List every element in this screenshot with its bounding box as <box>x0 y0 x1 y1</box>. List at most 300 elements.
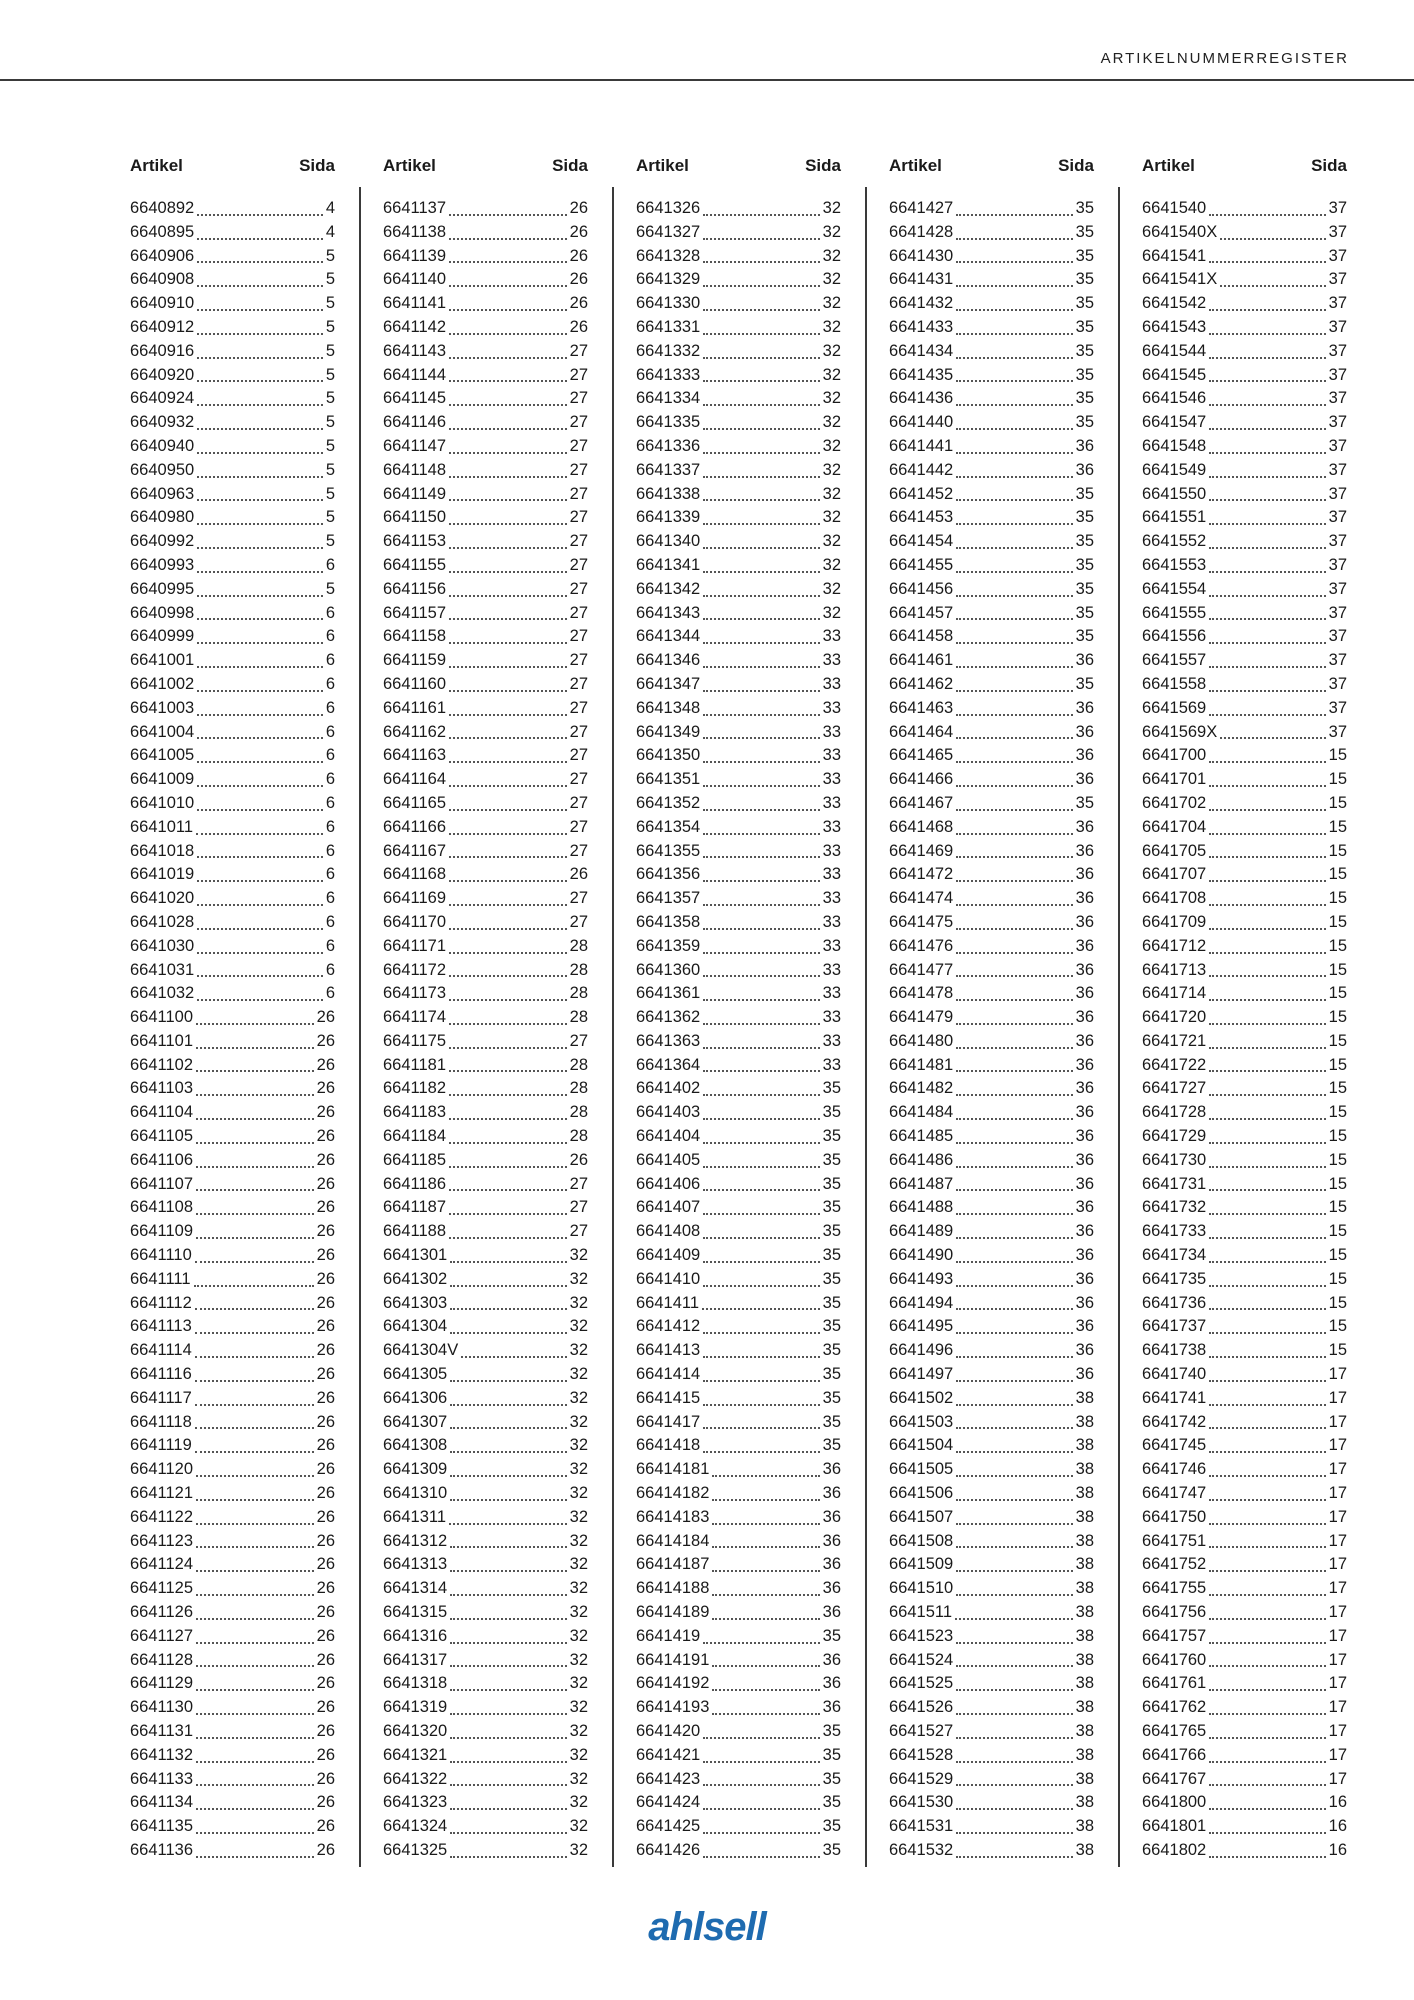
page-number: 27 <box>569 1174 588 1193</box>
index-row <box>1142 268 1347 292</box>
index-row <box>383 768 588 792</box>
index-row <box>130 1839 335 1863</box>
index-row <box>383 1244 588 1268</box>
dot-leader <box>956 1404 1072 1406</box>
dot-leader <box>449 1094 567 1096</box>
page-number: 26 <box>316 1103 335 1122</box>
page-number: 5 <box>325 270 335 289</box>
index-row <box>1142 530 1347 554</box>
sida-header: Sida <box>299 156 335 175</box>
dot-leader <box>1209 1665 1325 1667</box>
article-number: 6641341 <box>636 555 701 574</box>
index-row <box>1142 935 1347 959</box>
article-number: 6641104 <box>130 1103 194 1122</box>
page-number: 32 <box>569 1769 588 1788</box>
dot-leader <box>196 1546 314 1548</box>
page-number: 27 <box>569 532 588 551</box>
article-number: 6641319 <box>383 1698 448 1717</box>
dot-leader <box>197 476 323 478</box>
article-number: 6641427 <box>889 199 954 217</box>
dot-leader <box>703 952 819 954</box>
dot-leader <box>703 261 819 263</box>
page-number: 15 <box>1328 960 1347 979</box>
article-number: 6641112 <box>130 1293 192 1312</box>
index-row <box>889 316 1094 340</box>
index-row <box>1142 1744 1347 1768</box>
page-number: 36 <box>822 1579 841 1598</box>
index-row <box>130 1125 335 1149</box>
article-number: 6641360 <box>636 960 701 979</box>
dot-leader <box>197 904 323 906</box>
dot-leader <box>196 1761 314 1763</box>
index-row <box>889 1482 1094 1506</box>
article-number: 6641161 <box>383 698 447 717</box>
article-number: 6641004 <box>130 722 195 741</box>
index-row <box>130 1553 335 1577</box>
index-row <box>383 340 588 364</box>
page-number: 36 <box>1075 1055 1094 1074</box>
index-row <box>1142 744 1347 768</box>
dot-leader <box>1209 1737 1325 1739</box>
index-row <box>383 1220 588 1244</box>
dot-leader <box>1209 1594 1325 1596</box>
index-row <box>636 1577 841 1601</box>
index-row <box>636 1744 841 1768</box>
index-row <box>130 459 335 483</box>
index-row <box>636 935 841 959</box>
dot-leader <box>196 1047 314 1049</box>
dot-leader <box>195 1356 314 1358</box>
page-number: 26 <box>316 1127 335 1146</box>
page-number: 27 <box>569 603 588 622</box>
article-number: 6641495 <box>889 1317 954 1336</box>
dot-leader <box>703 333 819 335</box>
article-number: 6641160 <box>383 674 447 693</box>
index-row <box>889 1101 1094 1125</box>
index-row <box>636 316 841 340</box>
page-number: 15 <box>1328 936 1347 955</box>
dot-leader <box>1209 785 1325 787</box>
dot-leader <box>449 1237 567 1239</box>
dot-leader <box>197 928 323 930</box>
index-row <box>889 1506 1094 1530</box>
article-number: 6641452 <box>889 484 954 503</box>
article-number: 6641323 <box>383 1793 448 1812</box>
index-column-3 <box>636 155 841 1863</box>
article-number: 6641162 <box>383 722 447 741</box>
page-number: 35 <box>822 1412 841 1431</box>
page-number: 38 <box>1075 1722 1094 1740</box>
index-row <box>1142 1054 1347 1078</box>
index-row <box>130 1173 335 1197</box>
dot-leader <box>449 880 567 882</box>
index-row <box>1142 1125 1347 1149</box>
dot-leader <box>703 499 819 501</box>
index-row <box>383 1482 588 1506</box>
page-number: 15 <box>1328 1031 1347 1050</box>
page-number: 26 <box>316 1769 335 1788</box>
page-number: 36 <box>1075 936 1094 955</box>
page-number: 15 <box>1328 912 1347 931</box>
index-row <box>1142 459 1347 483</box>
page-number: 26 <box>316 1293 335 1312</box>
dot-leader <box>703 666 819 668</box>
dot-leader <box>956 1094 1072 1096</box>
page-number: 38 <box>1075 1698 1094 1717</box>
dot-leader <box>956 1142 1072 1144</box>
index-row <box>889 1387 1094 1411</box>
index-row <box>636 1411 841 1435</box>
article-number: 6641410 <box>636 1269 701 1288</box>
page-number: 27 <box>569 365 588 384</box>
page-number: 26 <box>316 1079 335 1098</box>
article-number: 6641465 <box>889 746 954 765</box>
index-row <box>383 197 588 221</box>
article-number: 6641551 <box>1142 508 1207 527</box>
page-number: 26 <box>316 1412 335 1431</box>
dot-leader <box>703 380 819 382</box>
page-number: 27 <box>569 889 588 908</box>
dot-leader <box>703 1832 819 1834</box>
article-number: 6641502 <box>889 1388 954 1407</box>
row-list <box>636 197 841 1863</box>
index-row <box>636 721 841 745</box>
page-number: 36 <box>1075 1079 1094 1098</box>
dot-leader <box>712 1499 819 1501</box>
index-row <box>889 221 1094 245</box>
article-number: 66414191 <box>636 1650 710 1669</box>
dot-leader <box>703 476 819 478</box>
dot-leader <box>1209 618 1325 620</box>
index-row <box>636 1173 841 1197</box>
article-number: 6641489 <box>889 1222 954 1241</box>
article-number: 6641310 <box>383 1484 448 1503</box>
page-number: 6 <box>325 770 335 789</box>
page-number: 36 <box>1075 1031 1094 1050</box>
index-row <box>1142 1839 1347 1863</box>
dot-leader <box>712 1570 819 1572</box>
dot-leader <box>197 690 323 692</box>
dot-leader <box>956 452 1072 454</box>
article-number: 6641337 <box>636 460 701 479</box>
article-number: 6641139 <box>383 246 447 265</box>
article-number: 6641159 <box>383 651 447 670</box>
index-row <box>383 1030 588 1054</box>
index-row <box>636 602 841 626</box>
index-row <box>383 245 588 269</box>
dot-leader <box>956 1689 1072 1691</box>
dot-leader <box>450 1332 566 1334</box>
article-number: 6641415 <box>636 1388 701 1407</box>
index-row <box>383 435 588 459</box>
index-row <box>889 1791 1094 1815</box>
dot-leader <box>1209 1332 1325 1334</box>
article-number: 6641733 <box>1142 1222 1207 1241</box>
page-number: 37 <box>1328 484 1347 503</box>
index-row <box>130 863 335 887</box>
page-number: 17 <box>1328 1603 1347 1622</box>
article-number: 6641133 <box>130 1769 194 1788</box>
article-number: 66414193 <box>636 1698 710 1717</box>
column-header <box>636 155 841 177</box>
index-row <box>130 959 335 983</box>
article-number: 6641420 <box>636 1722 701 1740</box>
article-number: 6641324 <box>383 1817 448 1836</box>
page-number: 27 <box>569 770 588 789</box>
index-row <box>636 459 841 483</box>
index-row <box>889 744 1094 768</box>
article-number: 6641523 <box>889 1626 954 1645</box>
dot-leader <box>703 785 819 787</box>
artikel-header: Artikel <box>383 156 436 175</box>
page-number: 15 <box>1328 1079 1347 1098</box>
page-number: 32 <box>569 1388 588 1407</box>
page-number: 27 <box>569 674 588 693</box>
index-row <box>636 1839 841 1863</box>
index-row <box>383 697 588 721</box>
page-number: 36 <box>1075 651 1094 670</box>
page-number: 32 <box>569 1579 588 1598</box>
page-number: 26 <box>316 1484 335 1503</box>
article-number: 6641028 <box>130 912 195 931</box>
dot-leader <box>195 1261 314 1263</box>
dot-leader <box>1209 523 1325 525</box>
page-number: 15 <box>1328 1269 1347 1288</box>
index-row <box>130 245 335 269</box>
page-number: 38 <box>1075 1745 1094 1764</box>
index-row <box>889 1363 1094 1387</box>
index-row <box>1142 959 1347 983</box>
dot-leader <box>1209 1499 1325 1501</box>
article-number: 6641135 <box>130 1817 194 1836</box>
index-row <box>889 554 1094 578</box>
index-row <box>130 340 335 364</box>
index-row <box>130 1387 335 1411</box>
index-row <box>130 1411 335 1435</box>
article-number: 6641546 <box>1142 389 1207 408</box>
article-number: 6641767 <box>1142 1769 1207 1788</box>
dot-leader <box>450 1499 566 1501</box>
page-number: 26 <box>316 1555 335 1574</box>
dot-leader <box>449 904 567 906</box>
article-number: 6641506 <box>889 1484 954 1503</box>
dot-leader <box>703 285 819 287</box>
index-row <box>889 1292 1094 1316</box>
article-number: 6641569X <box>1142 722 1218 741</box>
index-row <box>889 697 1094 721</box>
page-number: 5 <box>325 246 335 265</box>
page-number: 17 <box>1328 1531 1347 1550</box>
index-row <box>130 721 335 745</box>
dot-leader <box>703 761 819 763</box>
dot-leader <box>956 1808 1072 1810</box>
page-number: 38 <box>1075 1555 1094 1574</box>
dot-leader <box>1209 1808 1325 1810</box>
dot-leader <box>449 1213 567 1215</box>
article-number: 6641487 <box>889 1174 954 1193</box>
dot-leader <box>956 1594 1072 1596</box>
page-number: 17 <box>1328 1507 1347 1526</box>
dot-leader <box>196 1832 314 1834</box>
dot-leader <box>703 523 819 525</box>
article-number: 6641338 <box>636 484 701 503</box>
article-number: 6641441 <box>889 436 954 455</box>
article-number: 6641757 <box>1142 1626 1207 1645</box>
page-number: 17 <box>1328 1460 1347 1479</box>
dot-leader <box>703 214 819 216</box>
page-number: 36 <box>1075 460 1094 479</box>
article-number: 6641507 <box>889 1507 954 1526</box>
index-row <box>383 1506 588 1530</box>
page-number: 35 <box>822 1079 841 1098</box>
article-number: 6641344 <box>636 627 701 646</box>
dot-leader <box>712 1475 819 1477</box>
article-number: 6641404 <box>636 1127 701 1146</box>
article-number: 6641156 <box>383 579 447 598</box>
dot-leader <box>449 428 567 430</box>
article-number: 6641153 <box>383 532 447 551</box>
article-number: 6640912 <box>130 317 195 336</box>
index-row <box>1142 1173 1347 1197</box>
index-row <box>889 1434 1094 1458</box>
dot-leader <box>703 714 819 716</box>
page-number: 32 <box>822 270 841 289</box>
dot-leader <box>956 1356 1072 1358</box>
dot-leader <box>956 1570 1072 1572</box>
page-number: 33 <box>822 793 841 812</box>
article-number: 6641146 <box>383 413 447 432</box>
index-row <box>889 1649 1094 1673</box>
index-row <box>636 1220 841 1244</box>
dot-leader <box>712 1618 819 1620</box>
page-number: 26 <box>316 1650 335 1669</box>
article-number: 6641328 <box>636 246 701 265</box>
index-row <box>383 1315 588 1339</box>
dot-leader <box>450 1475 566 1477</box>
page-number: 27 <box>569 460 588 479</box>
dot-leader <box>197 737 323 739</box>
page-number: 15 <box>1328 841 1347 860</box>
index-row <box>383 1553 588 1577</box>
page-number: 28 <box>569 1127 588 1146</box>
article-number: 6641122 <box>130 1507 194 1526</box>
index-row <box>130 1530 335 1554</box>
dot-leader <box>956 999 1072 1001</box>
page-number: 36 <box>822 1698 841 1717</box>
dot-leader <box>956 1070 1072 1072</box>
article-number: 6641356 <box>636 865 701 884</box>
dot-leader <box>1209 1166 1325 1168</box>
article-number: 6641708 <box>1142 889 1207 908</box>
page-number: 36 <box>1075 436 1094 455</box>
index-row <box>889 840 1094 864</box>
dot-leader <box>1209 1642 1325 1644</box>
article-number: 6641003 <box>130 698 195 717</box>
dot-leader <box>449 309 567 311</box>
index-row <box>383 387 588 411</box>
article-number: 6641462 <box>889 674 954 693</box>
page-number: 26 <box>316 1174 335 1193</box>
page-number: 36 <box>1075 770 1094 789</box>
index-row <box>130 1077 335 1101</box>
article-number: 6641497 <box>889 1365 954 1384</box>
index-row <box>889 959 1094 983</box>
sida-header: Sida <box>1311 156 1347 175</box>
dot-leader <box>194 1285 314 1287</box>
dot-leader <box>1209 1761 1325 1763</box>
article-number: 6641168 <box>383 865 447 884</box>
article-number: 6641434 <box>889 341 954 360</box>
index-row <box>383 1363 588 1387</box>
dot-leader <box>197 761 323 763</box>
page-number: 35 <box>822 1317 841 1336</box>
page-number: 26 <box>316 1008 335 1027</box>
page-number: 26 <box>316 1341 335 1360</box>
dot-leader <box>449 785 567 787</box>
page-number: 15 <box>1328 1008 1347 1027</box>
page-number: 32 <box>822 532 841 551</box>
page-number: 26 <box>316 1745 335 1764</box>
index-row <box>130 911 335 935</box>
article-number: 6640980 <box>130 508 195 527</box>
page-number: 36 <box>1075 841 1094 860</box>
index-row <box>383 1768 588 1792</box>
article-number: 6641181 <box>383 1055 447 1074</box>
page-number: 26 <box>316 1698 335 1717</box>
page-number: 26 <box>316 1317 335 1336</box>
article-number: 6641129 <box>130 1674 194 1693</box>
index-row <box>130 697 335 721</box>
dot-leader <box>956 333 1072 335</box>
article-number: 6640995 <box>130 579 195 598</box>
index-row <box>636 387 841 411</box>
index-column-4 <box>889 155 1094 1863</box>
dot-leader <box>449 476 567 478</box>
article-number: 6641302 <box>383 1269 448 1288</box>
page-number: 26 <box>316 1365 335 1384</box>
page-number: 36 <box>1075 1008 1094 1027</box>
dot-leader <box>449 1166 567 1168</box>
page-number: 37 <box>1328 270 1347 289</box>
dot-leader <box>703 1118 819 1120</box>
index-row <box>889 292 1094 316</box>
article-number: 6641752 <box>1142 1555 1207 1574</box>
page-number: 33 <box>822 865 841 884</box>
dot-leader <box>450 1594 566 1596</box>
page-number: 37 <box>1328 555 1347 574</box>
page-number: 36 <box>822 1460 841 1479</box>
index-row <box>889 792 1094 816</box>
index-row <box>1142 197 1347 221</box>
article-number: 6641554 <box>1142 579 1207 598</box>
index-row <box>889 340 1094 364</box>
index-row <box>636 506 841 530</box>
article-number: 6641762 <box>1142 1698 1207 1717</box>
page-number: 32 <box>569 1412 588 1431</box>
article-number: 6640916 <box>130 341 195 360</box>
page-number: 36 <box>1075 1365 1094 1384</box>
article-number: 6641125 <box>130 1579 194 1598</box>
index-row <box>889 1006 1094 1030</box>
article-number: 6641761 <box>1142 1674 1207 1693</box>
dot-leader <box>197 285 323 287</box>
page-number: 17 <box>1328 1698 1347 1717</box>
dot-leader <box>197 809 323 811</box>
article-number: 6641325 <box>383 1840 448 1859</box>
page-number: 5 <box>325 508 335 527</box>
index-row <box>383 221 588 245</box>
page-number: 6 <box>325 793 335 812</box>
